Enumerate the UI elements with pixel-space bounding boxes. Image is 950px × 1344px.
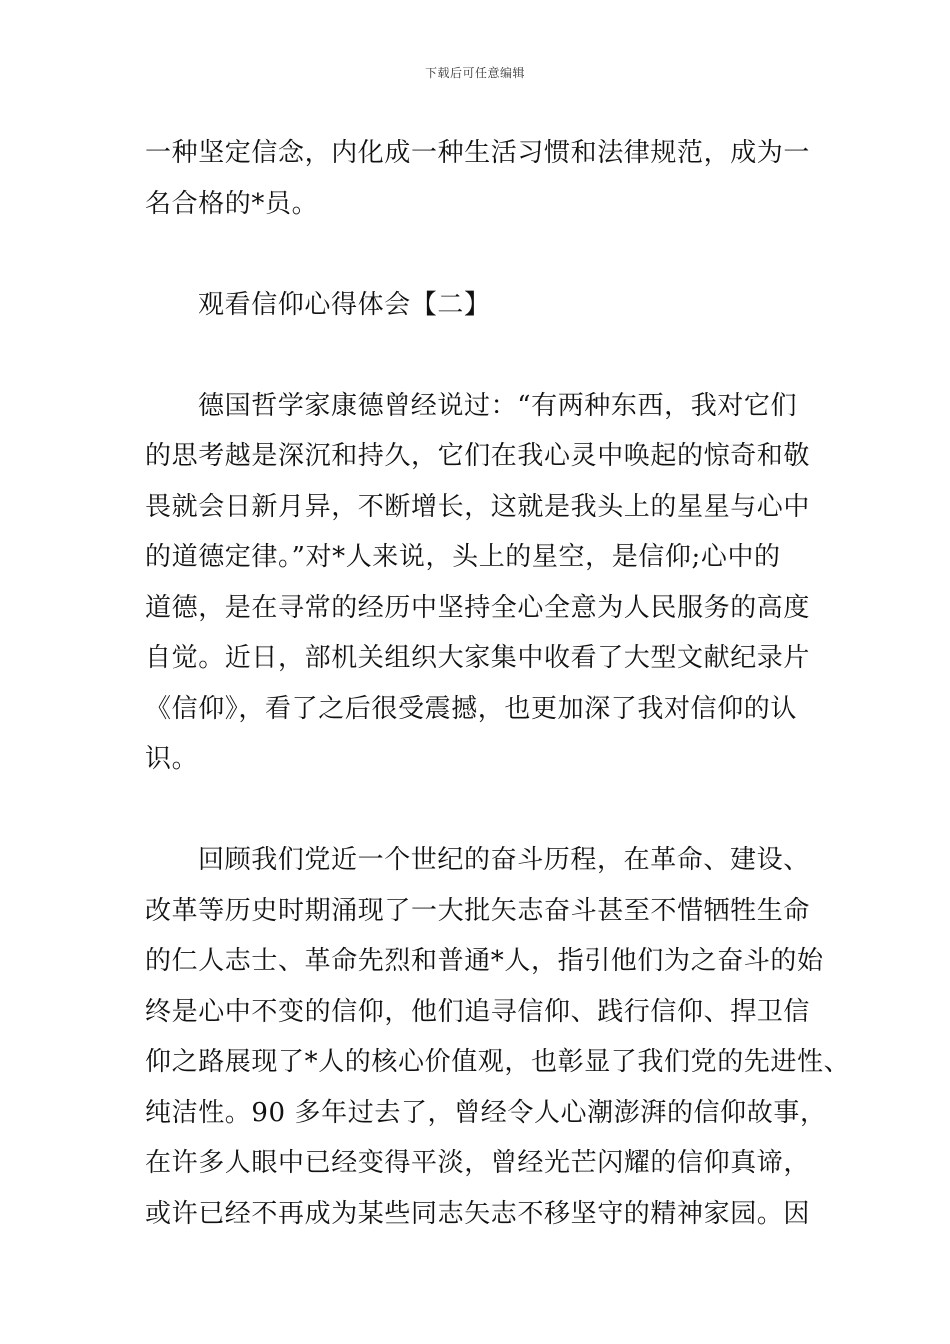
document-body xyxy=(145,128,851,1239)
paragraph-spacer xyxy=(145,330,825,381)
section-title xyxy=(145,280,825,331)
text-line: 识。 xyxy=(145,744,199,774)
text-line: 一种坚定信念，内化成一种生活习惯和法律规范，成为一 xyxy=(145,138,811,168)
paragraph-intro-tail xyxy=(145,128,825,229)
text-line: 改革等历史时期涌现了一大批矢志奋斗甚至不惜牺牲生命 xyxy=(145,895,811,926)
paragraph-spacer xyxy=(145,785,825,836)
text-line: 道德，是在寻常的经历中坚持全心全意为人民服务的高度 xyxy=(145,592,811,623)
text-line: 回顾我们党近一个世纪的奋斗历程，在革命、建设、 xyxy=(198,845,810,875)
text-line: 纯洁性。90 多年过去了，曾经令人心潮澎湃的信仰故事， xyxy=(145,1097,827,1128)
text-line: 在许多人眼中已经变得平淡，曾经光芒闪耀的信仰真谛， xyxy=(145,1148,811,1178)
text-line: 畏就会日新月异，不断增长，这就是我头上的星星与心中 xyxy=(145,491,811,522)
paragraph-spacer xyxy=(145,229,825,280)
text-line: 自觉。近日，部机关组织大家集中收看了大型文献纪录片 xyxy=(145,643,811,673)
text-line: 《信仰》，看了之后很受震撼，也更加深了我对信仰的认 xyxy=(145,693,798,724)
paragraph-2 xyxy=(145,835,851,1239)
text-line: 名合格的*员。 xyxy=(145,188,319,219)
paragraph-1 xyxy=(145,381,825,785)
text-line: 德国哲学家康德曾经说过：“有两种东西，我对它们 xyxy=(198,390,798,421)
text-line: 仰之路展现了*人的核心价值观，也彰显了我们党的先进性、 xyxy=(145,1047,851,1077)
page-header: 下载后可任意编辑 xyxy=(424,66,525,80)
text-line: 或许已经不再成为某些同志矢志不移坚守的精神家园。因 xyxy=(145,1198,811,1229)
text-line: 终是心中不变的信仰，他们追寻信仰、践行信仰、捍卫信 xyxy=(145,996,811,1027)
text-line: 的仁人志士、革命先烈和普通*人，指引他们为之奋斗的始 xyxy=(145,946,824,976)
section-title-text: 观看信仰心得体会【二】 xyxy=(198,289,491,320)
text-line: 的道德定律。”对*人来说，头上的星空，是信仰;心中的 xyxy=(145,542,781,572)
text-line: 的思考越是深沉和持久，它们在我心灵中唤起的惊奇和敬 xyxy=(145,441,811,471)
